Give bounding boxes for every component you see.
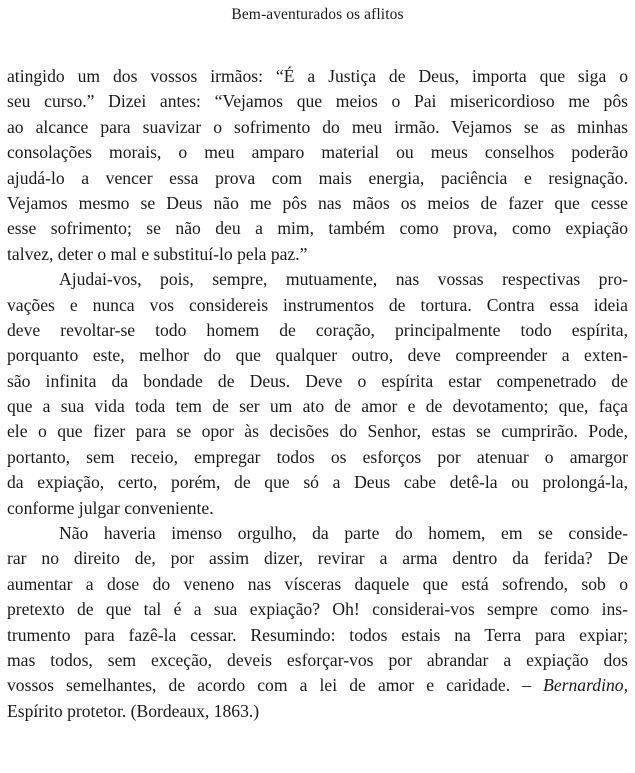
- text-line: Espírito protetor. (Bordeaux, 1863.): [7, 700, 260, 721]
- text-line: ajudá-lo a vencer essa prova com mais energia, paciência e resignação.: [7, 167, 628, 188]
- text-line: atingido um dos vossos irmãos: “É a Justiça de Deus, importa que siga o: [7, 66, 628, 86]
- text-line: porquanto este, melhor do que qualquer outro, deve compreender a exten-: [7, 345, 628, 366]
- text-line: Vejamos mesmo se Deus não me pôs nas mãos os meios de fazer que cesse: [7, 192, 628, 213]
- text-line: aumentar a dose do veneno nas vísceras daquele que está sofrendo, sob o: [7, 573, 628, 594]
- text-line: seu curso.” Dizei antes: “Vejamos que meios o Pai misericordioso me pôs: [7, 91, 628, 112]
- paragraph-3: [7, 521, 628, 724]
- text-line: são infinita da bondade de Deus. Deve o espírita estar compenetrado de: [7, 370, 628, 391]
- text-line: conforme julgar conveniente.: [7, 497, 214, 518]
- text-line: ele o que fizer para se opor às decisões do Senhor, estas se cumprirão. Pode,: [7, 421, 628, 442]
- running-head: Bem-aventurados os aflitos: [231, 6, 404, 23]
- paragraph-2: [7, 267, 628, 521]
- text-line: trumento para fazê-la cessar. Resumindo: todos estais na Terra para expiar;: [7, 624, 628, 645]
- text-line: vações e nunca vos considereis instrumentos de tortura. Contra essa ideia: [7, 294, 628, 315]
- text-line: Não haveria imenso orgulho, da parte do homem, em se conside-: [59, 523, 628, 544]
- text-line: talvez, deter o mal e substituí-lo pela paz.”: [7, 243, 308, 264]
- text-line: mas todos, sem exceção, deveis esforçar-vos por abrandar a expiação dos: [7, 649, 628, 670]
- text-line: consolações morais, o meu amparo material ou meus conselhos poderão: [7, 142, 628, 163]
- author-name: Bernardino,: [543, 675, 628, 696]
- text-line: que a sua vida toda tem de ser um ato de amor e de devotamento; que, faça: [7, 396, 628, 417]
- text-line: pretexto de que tal é a sua expiação? Oh! considerai-vos sempre como ins-: [7, 599, 628, 620]
- text-line: Ajudai-vos, pois, sempre, mutuamente, nas vossas respectivas pro-: [59, 269, 628, 290]
- text-line: esse sofrimento; se não deu a mim, também como prova, como expiação: [7, 218, 628, 239]
- text-line-with-author: [7, 673, 628, 698]
- text-line: ao alcance para suavizar o sofrimento do meu irmão. Vejamos se as minhas: [7, 116, 628, 137]
- text-segment: vossos semelhantes, de acordo com a lei de amor e caridade. –: [7, 675, 531, 696]
- text-line: rar no direito de, por assim dizer, revirar a arma dentro da ferida? De: [7, 548, 628, 569]
- text-line: portanto, sem receio, empregar todos os esforços por atenuar o amargor: [7, 446, 628, 467]
- body-text: [7, 64, 628, 724]
- text-line: deve revoltar-se todo homem de coração, principalmente todo espírita,: [7, 319, 628, 340]
- text-line: da expiação, certo, porém, de que só a Deus cabe detê-la ou prolongá-la,: [7, 472, 628, 493]
- paragraph-1: [7, 64, 628, 267]
